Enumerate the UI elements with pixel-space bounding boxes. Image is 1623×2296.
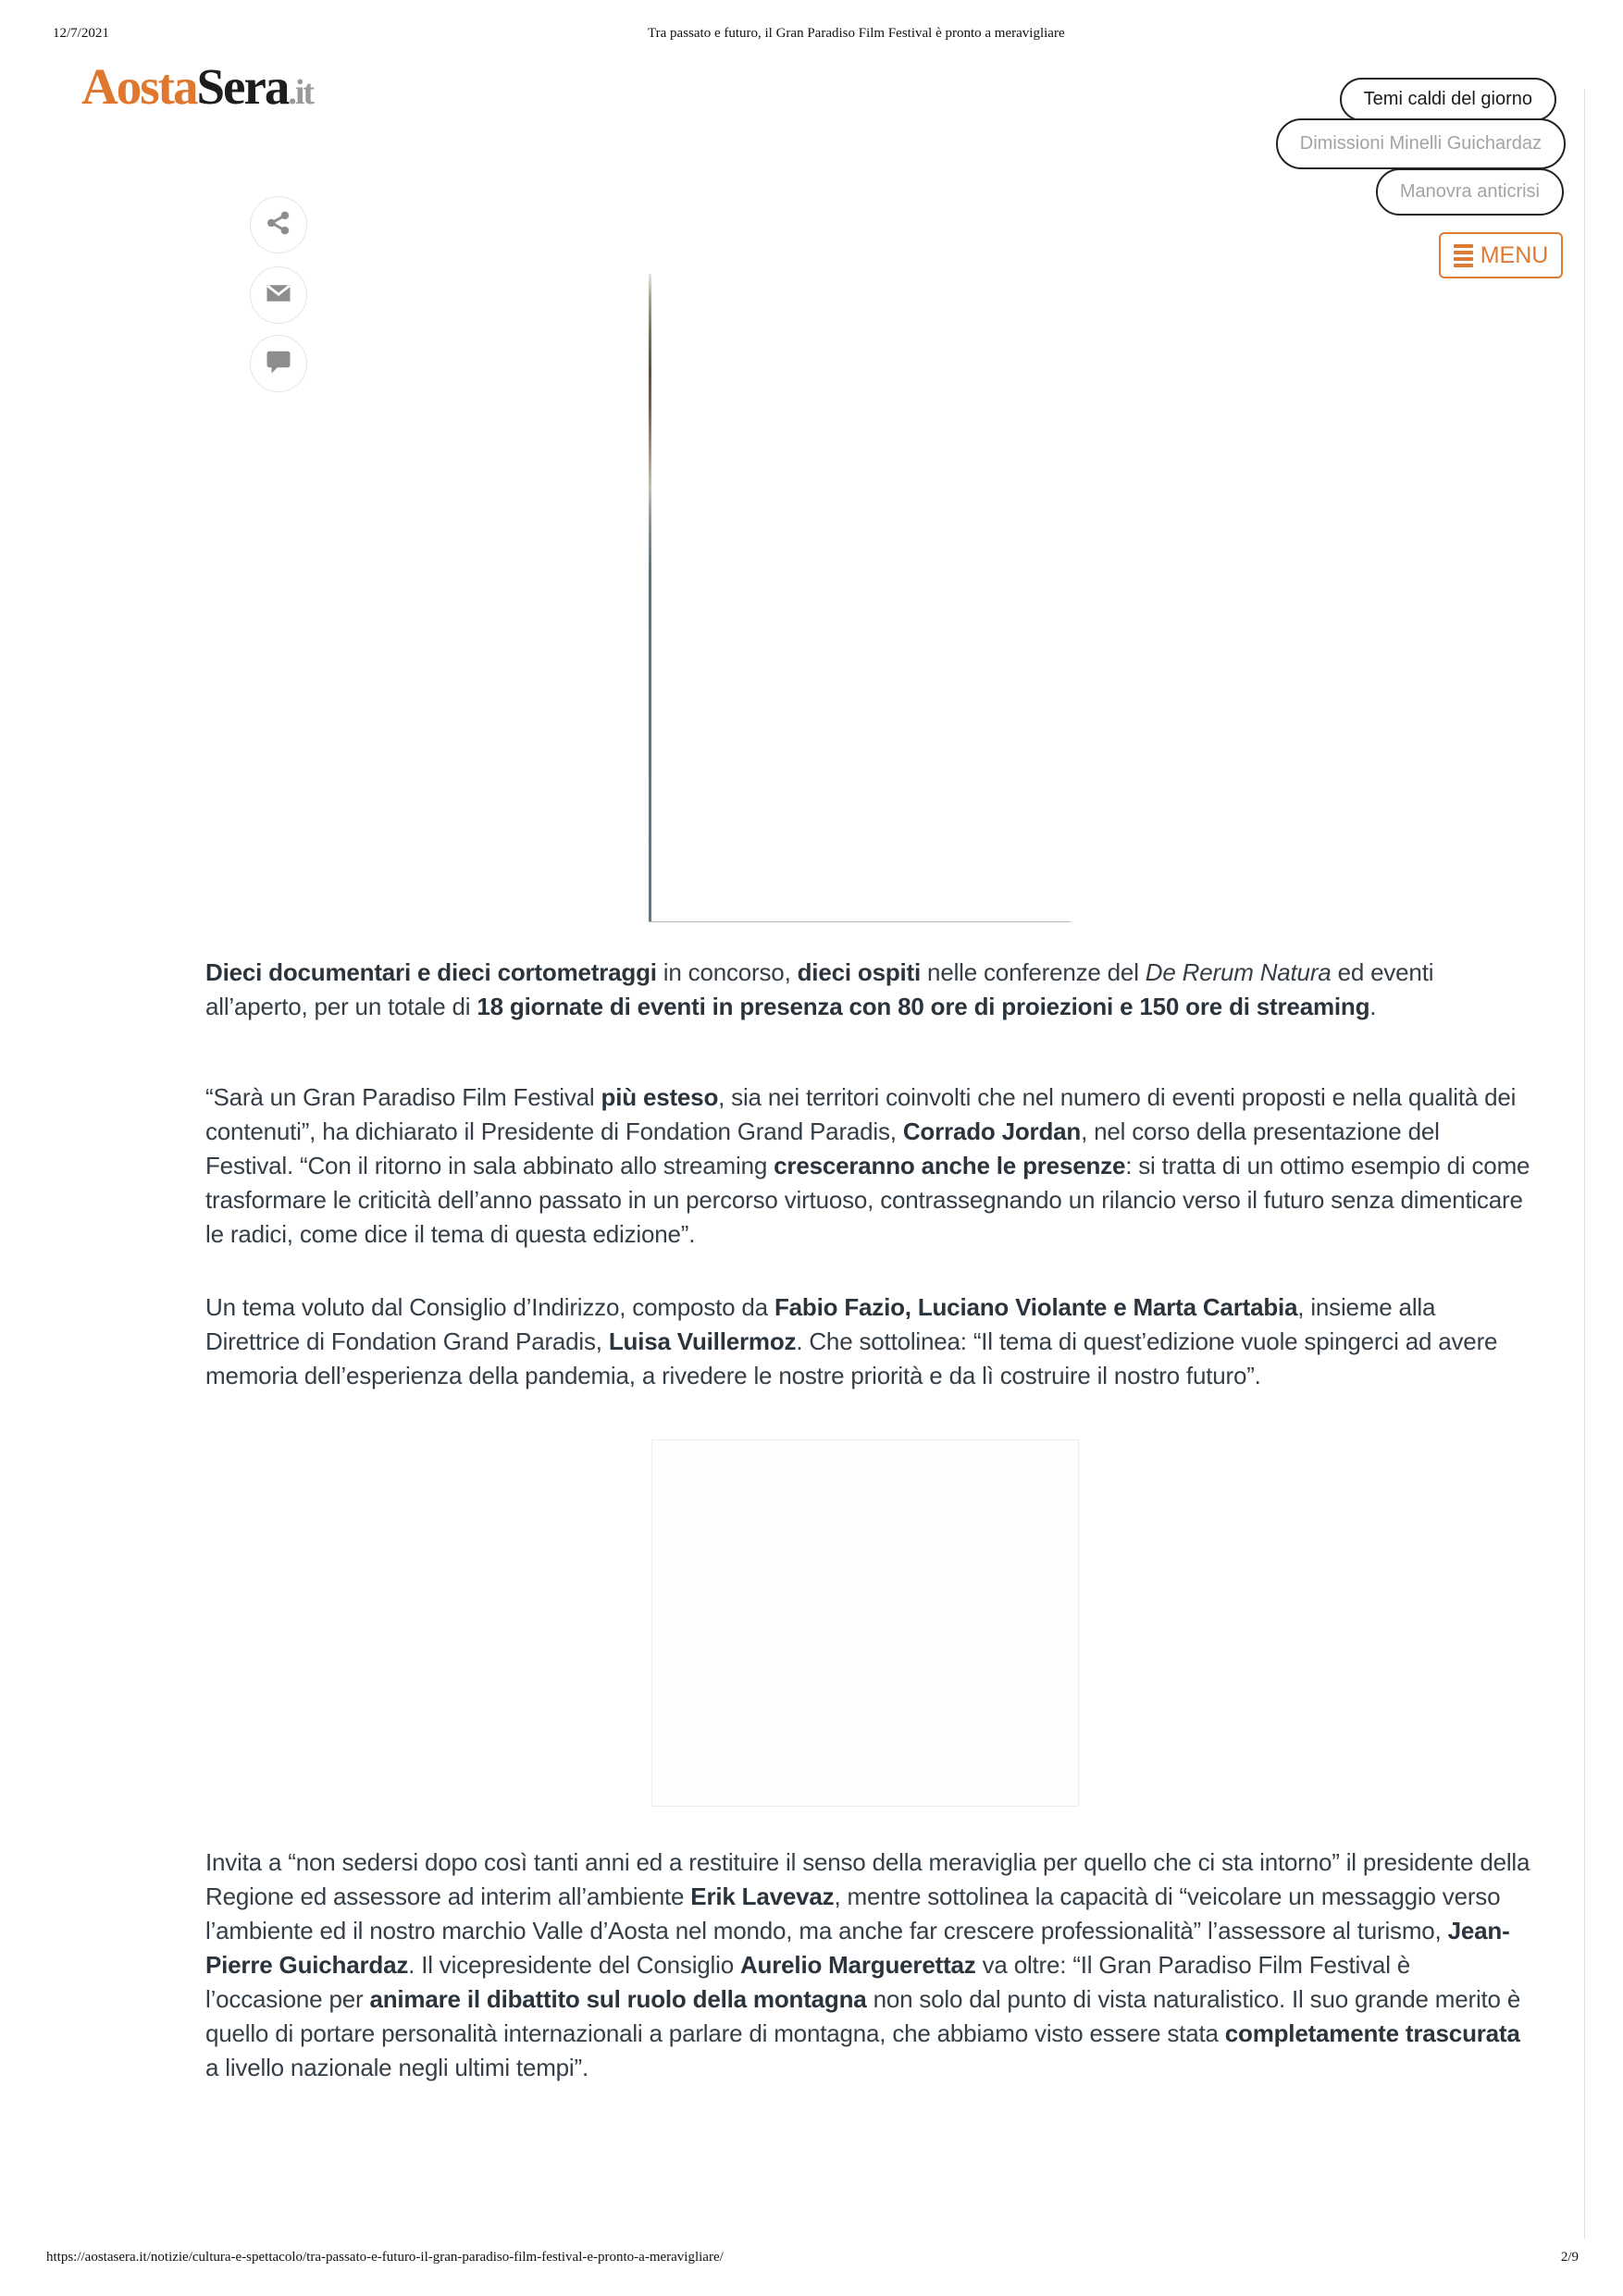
site-logo[interactable] — [81, 58, 314, 115]
print-title: Tra passato e futuro, il Gran Paradiso Film Festival è pronto a meravigliare — [648, 26, 1065, 41]
menu-label: MENU — [1480, 241, 1549, 268]
email-icon — [265, 279, 292, 312]
print-date: 12/7/2021 — [53, 26, 109, 41]
topic-pill-manovra[interactable] — [1376, 168, 1564, 216]
print-page-indicator: 2/9 — [1560, 2250, 1579, 2265]
print-footer-url: https://aostasera.it/notizie/cultura-e-spettacolo/tra-passato-e-futuro-il-gran-paradiso-film-festival-e-pronto-a-meravigliare/ — [46, 2250, 724, 2265]
topic-pill-dimissioni[interactable] — [1276, 118, 1566, 169]
article-image-broken-sliver — [649, 274, 651, 922]
hamburger-icon — [1454, 244, 1473, 267]
comment-icon — [265, 348, 292, 380]
topic-pill-label: Manovra anticrisi — [1399, 181, 1540, 202]
article-paragraph: Un tema voluto dal Consiglio d’Indirizzo, composto da Fabio Fazio, Luciano Violante e Marta Cartabia, insieme alla Direttrice di Fondation Grand Paradis, Luisa Vuillermoz. Che sottolinea: “Il tema di quest’edizione vuole spingerci ad avere memoria dell’esperienza della pandemia, a rivedere le nostre priorità e da lì costruire il nostro futuro”. — [205, 1293, 1498, 1389]
email-share-button[interactable] — [250, 266, 307, 324]
article-paragraph: Dieci documentari e dieci cortometraggi in concorso, dieci ospiti nelle conferenze del De Rerum Natura ed eventi all’aperto, per un totale di 18 giornate di eventi in presenza con 80 ore di proiezioni e 150 ore di streaming. — [205, 958, 1434, 1020]
logo-part-sera: Sera — [196, 58, 289, 115]
share-icon — [265, 209, 292, 241]
logo-part-aosta: Aosta — [81, 58, 197, 115]
article-image-broken-edge — [649, 921, 1071, 922]
topic-pill-temi-caldi[interactable] — [1340, 78, 1556, 121]
share-button[interactable] — [250, 196, 307, 253]
logo-part-it: .it — [288, 73, 314, 112]
page-edge-line — [1584, 89, 1585, 2239]
topic-pill-label: Dimissioni Minelli Guichardaz — [1299, 133, 1542, 154]
article-image-placeholder — [651, 1439, 1079, 1807]
topic-pill-label: Temi caldi del giorno — [1363, 89, 1532, 109]
article-paragraph: Invita a “non sedersi dopo così tanti anni ed a restituire il senso della meraviglia per quello che ci sta intorno” il presidente della Regione ed assessore ad interim all’ambiente Erik Lavevaz, mentre sottolinea la capacità di “veicolare un messaggio verso l’ambiente ed il nostro marchio Valle d’Aosta nel mondo, ma anche far crescere professionalità” l’assessore al turismo, Jean-Pierre Guichardaz. Il vicepresidente del Consiglio Aurelio Marguerettaz va oltre: “Il Gran Paradiso Film Festival è l’occasione per animare il dibattito sul ruolo della montagna non solo dal punto di vista naturalistico. Il suo grande merito è quello di portare personalità internazionali a parlare di montagna, che abbiamo visto essere stata completamente trascurata a livello nazionale negli ultimi tempi”. — [205, 1848, 1530, 2081]
comment-button[interactable] — [250, 335, 307, 392]
menu-button[interactable] — [1439, 232, 1563, 278]
article-paragraph: “Sarà un Gran Paradiso Film Festival più esteso, sia nei territori coinvolti che nel numero di eventi proposti e nella qualità dei contenuti”, ha dichiarato il Presidente di Fondation Grand Paradis, Corrado Jordan, nel corso della presentazione del Festival. “Con il ritorno in sala abbinato allo streaming cresceranno anche le presenze: si tratta di un ottimo esempio di come trasformare le criticità dell’anno passato in un percorso virtuoso, contrassegnando un rilancio verso il futuro senza dimenticare le radici, come dice il tema di questa edizione”. — [205, 1083, 1530, 1248]
